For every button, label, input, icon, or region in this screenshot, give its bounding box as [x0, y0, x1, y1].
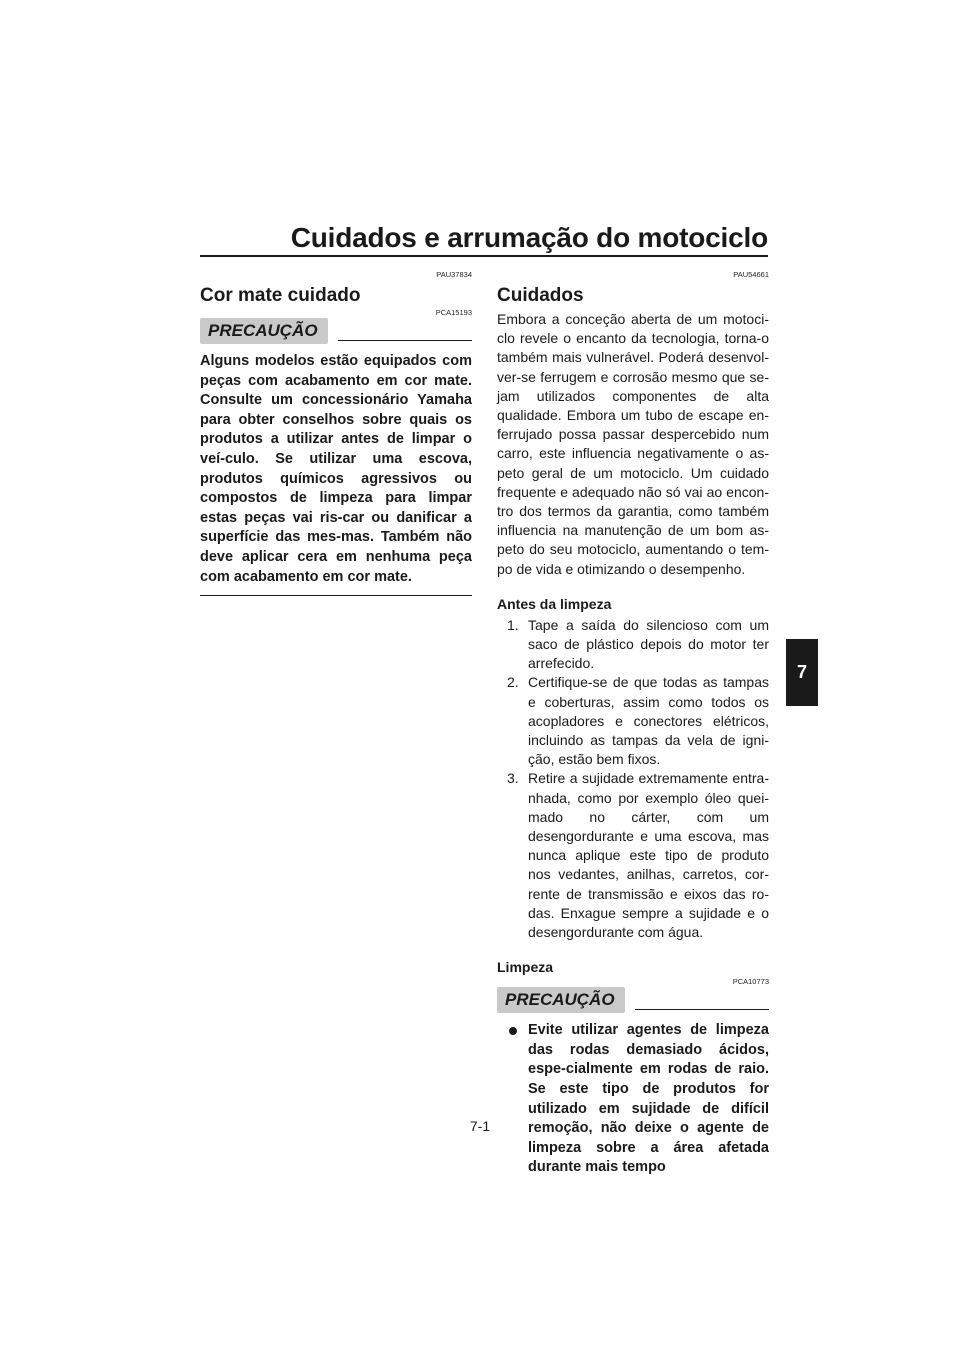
page-number: 7-1	[469, 1118, 491, 1134]
step-text: Retire a sujidade extremamente entra-nhada, como por exemplo óleo quei-mado no cárter, com um desengordurante e uma escova, mas nunca aplique este tipo de produto nos vedantes, anilhas, carretos, cor-rente de transmissão e eixos das ro-das. Enxague sempre a sujidade e o desengordurante com água.	[528, 770, 769, 941]
step-number: 1.	[507, 616, 519, 633]
caution-bullets	[497, 1021, 769, 1178]
step-text: Tape a saída do silencioso com um saco de plástico depois do motor ter arrefecido.	[528, 616, 769, 672]
steps-list	[497, 616, 769, 942]
caution-rule	[338, 340, 472, 341]
right-column	[497, 270, 769, 1178]
left-column	[200, 270, 472, 596]
bullet-text: Evite utilizar agentes de limpeza das rodas demasiado ácidos, espe-cialmente em rodas de raio. Se este tipo de produtos for utilizado em sujidade de difícil remoção, não deixe o agente de limpeza sobre a área afetada durante mais tempo	[528, 1022, 769, 1176]
cleaning-heading: Limpeza	[497, 959, 554, 976]
caution-end-rule	[200, 595, 472, 596]
caution-badge: PRECAUÇÃO	[497, 987, 625, 1013]
caution-header	[497, 987, 769, 1013]
step-number: 2.	[507, 674, 519, 691]
list-item	[497, 1021, 769, 1178]
page-title: Cuidados e arrumação do motociclo	[290, 222, 768, 253]
section-heading-care: Cuidados	[497, 285, 584, 306]
caution-text: Alguns modelos estão equipados com peças com acabamento em cor mate. Consulte um concessionário Yamaha para obter conselhos sobre quais os produtos a utilizar antes de limpar o veí-culo. Se utilizar uma escova, produtos químicos agressivos ou compostos de limpeza para limpar estas peças vai ris-car ou danificar a superfície das mes-mas. Também não deve aplicar cera em nenhuma peça com acabamento em cor mate.	[200, 353, 472, 585]
caution-rule	[635, 1009, 769, 1010]
list-item	[497, 673, 769, 769]
caution-header	[200, 318, 472, 344]
caution-code: PCA15193	[435, 308, 472, 317]
title-rule	[200, 255, 768, 257]
chapter-tab: 7	[786, 639, 818, 706]
section-code: PAU54661	[733, 270, 769, 279]
list-item	[497, 616, 769, 674]
step-text: Certifique-se de que todas as tampas e coberturas, assim como todos os acopladores e conectores elétricos, incluindo as tampas da vela de igni-ção, estão bem fixos.	[528, 674, 769, 768]
intro-paragraph: Embora a conceção aberta de um motoci-clo revele o encanto da tecnologia, torna-o também mais vulnerável. Poderá desenvol-ver-se ferrugem e corrosão mesmo que se-jam utilizados componentes de alta qualidade. Embora um tubo de escape en-ferrujado possa passar despercebido num carro, este influencia negativamente o as-peto geral de um motociclo. Um cuidado frequente e adequado não só vai ao encon-tro dos termos da garantia, como também influencia na manutenção de um bom as-peto do seu motociclo, aumentando o tem-po de vida e otimizando o desempenho.	[497, 311, 769, 577]
before-cleaning-heading: Antes da limpeza	[497, 595, 612, 612]
bullet-icon	[509, 1027, 517, 1035]
list-item	[497, 769, 769, 942]
caution-badge: PRECAUÇÃO	[200, 318, 328, 344]
step-number: 3.	[507, 770, 519, 787]
caution-code: PCA10773	[732, 977, 769, 987]
section-code: PAU37834	[436, 270, 472, 279]
section-heading-matte: Cor mate cuidado	[200, 285, 361, 306]
